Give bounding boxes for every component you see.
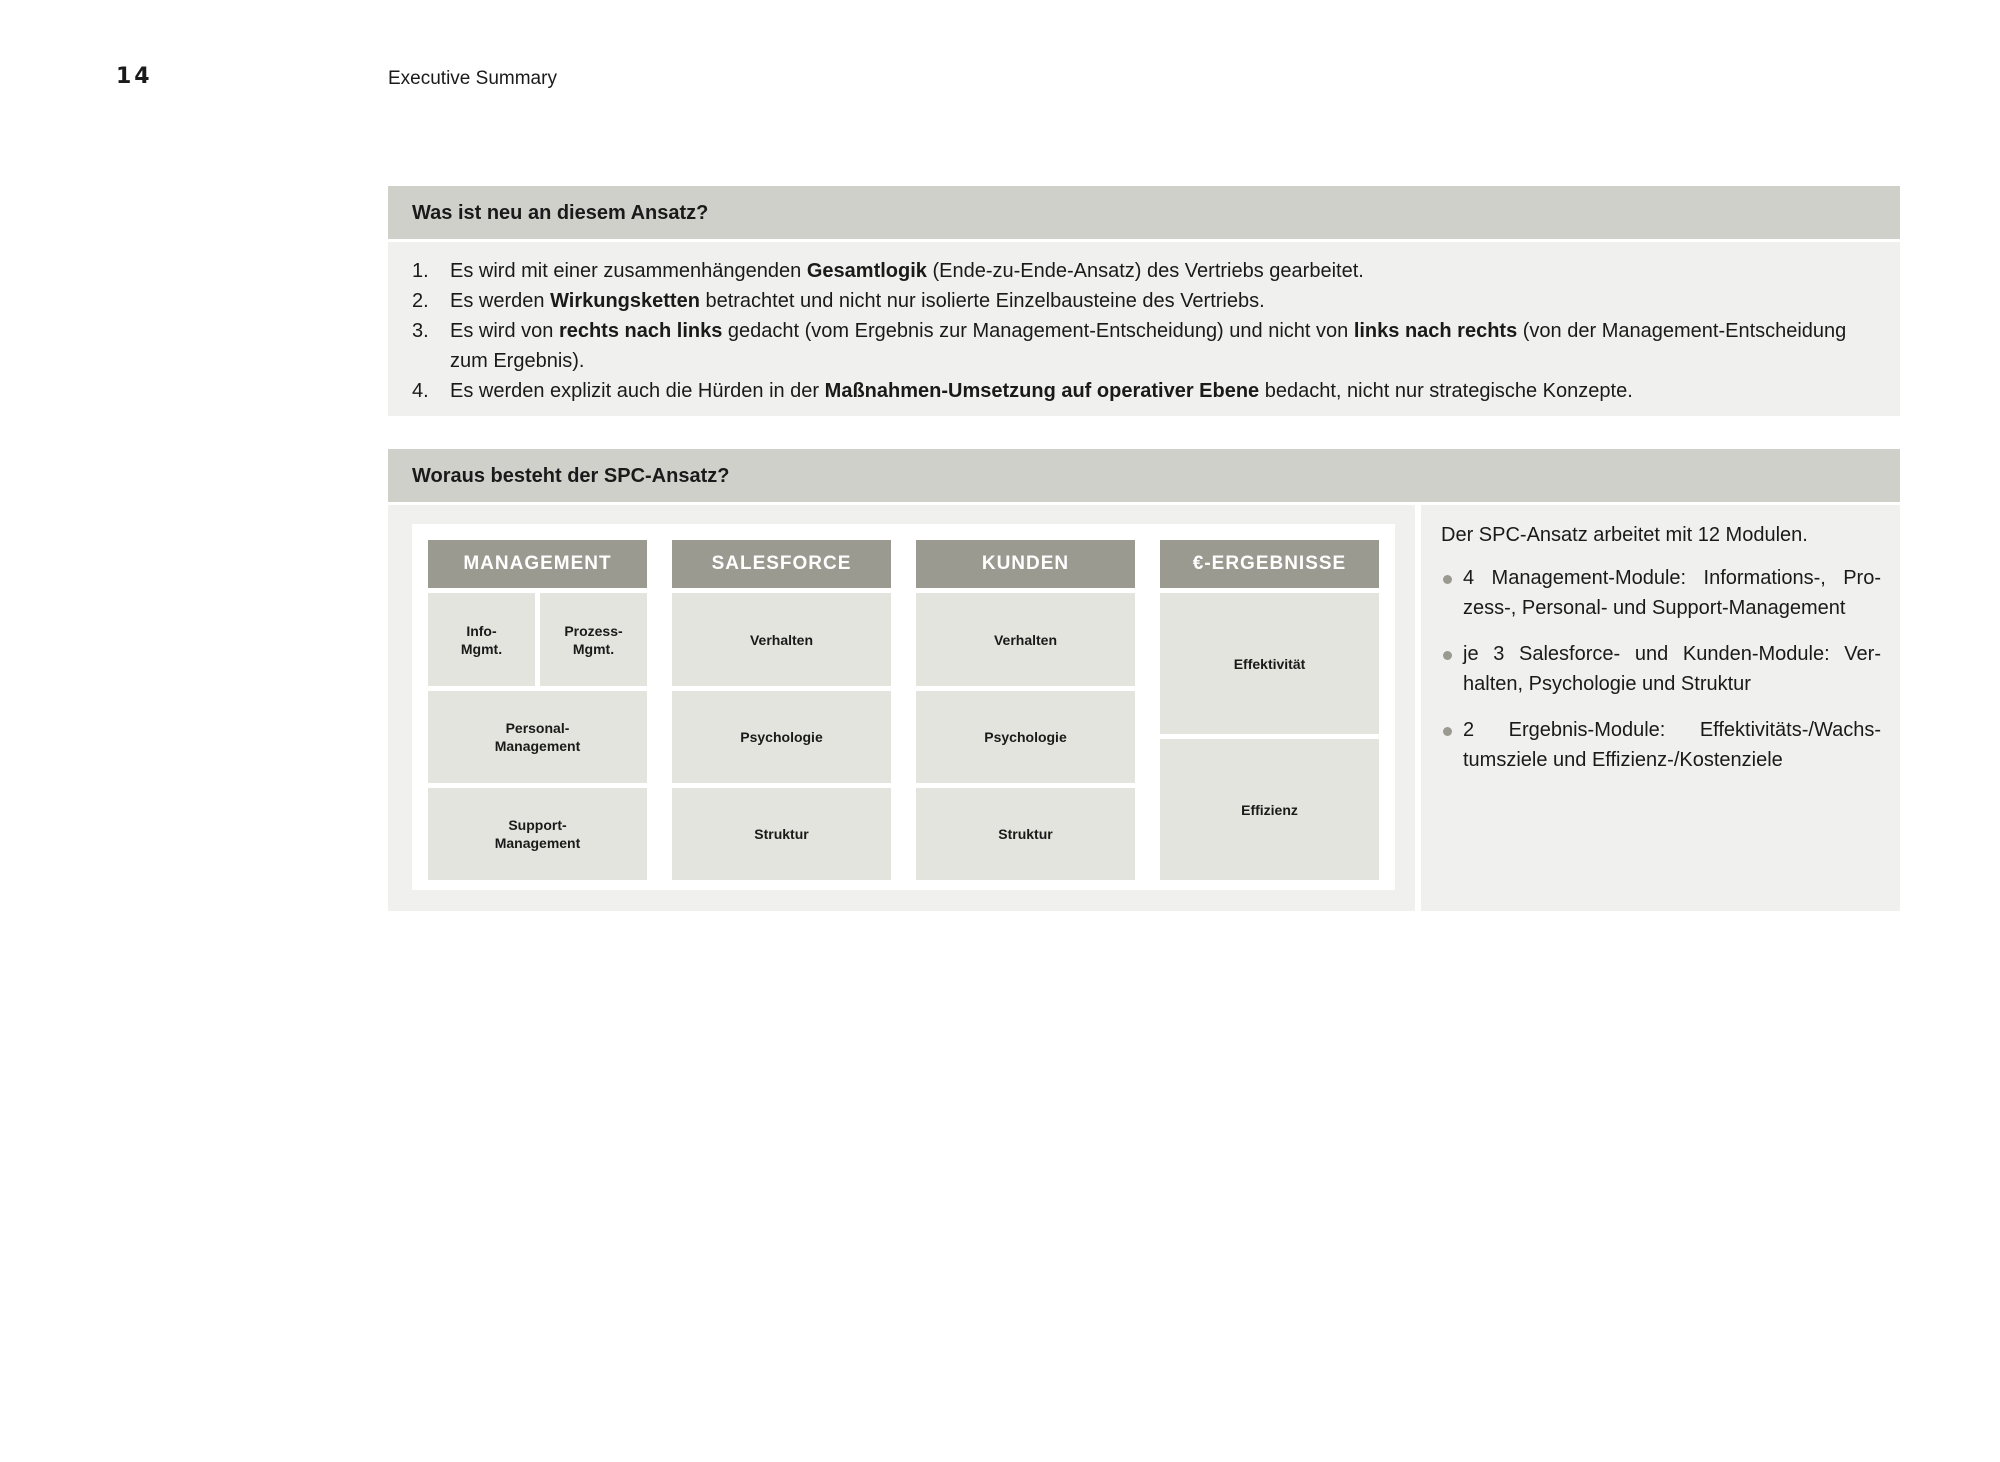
spc-module-diagram [412,524,1395,890]
module-bullet-list [1441,563,1881,791]
list-item: 2. Es werden Wirkungsketten betrachtet und nicht nur isolierte Einzelbausteine des Vertriebs. [412,290,1265,312]
page-number: 14 [116,64,153,89]
running-head: Executive Summary [388,68,557,89]
list-item: 2 Ergebnis-Module: Effektivitäts-/Wachstumsziele und Effizienz-/Kostenziele [1441,715,1881,775]
section2-title: Woraus besteht der SPC-Ansatz? [412,465,730,487]
bullet-dot-icon [1443,575,1452,584]
management-header: MANAGEMENT [428,540,647,588]
list-item: 1. Es wird mit einer zusammenhängenden Gesamtlogik (Ende-zu-Ende-Ansatz) des Vertriebs gearbeitet. [412,260,1364,282]
module-salesforce-struktur: Struktur [672,788,891,880]
list-item: 4 Management-Module: Informations-, Prozess-, Personal- und Support-Management [1441,563,1881,623]
module-kunden-struktur: Struktur [916,788,1135,880]
kunden-header: KUNDEN [916,540,1135,588]
spc-intro-text: Der SPC-Ansatz arbeitet mit 12 Modulen. [1441,524,1808,546]
module-salesforce-verhalten: Verhalten [672,593,891,686]
salesforce-header: SALESFORCE [672,540,891,588]
module-info-mgmt: Info- Mgmt. [428,593,535,686]
list-item: je 3 Salesforce- und Kunden-Module: Verhalten, Psychologie und Struktur [1441,639,1881,699]
list-item: 4. Es werden explizit auch die Hürden in der Maßnahmen-Umsetzung auf operativer Ebene bedacht, nicht nur strategische Konzepte. [412,380,1633,402]
module-support-management: Support- Management [428,788,647,880]
ergebnisse-header: €-ERGEBNISSE [1160,540,1379,588]
section2-header [388,449,1900,502]
section1-title: Was ist neu an diesem Ansatz? [412,202,709,224]
bullet-dot-icon [1443,651,1452,660]
innovation-list [412,256,1876,406]
section1-header [388,186,1900,239]
bullet-dot-icon [1443,727,1452,736]
spc-diagram-panel [388,505,1415,911]
module-prozess-mgmt: Prozess- Mgmt. [540,593,647,686]
module-effektivitaet: Effektivität [1160,593,1379,734]
module-effizienz: Effizienz [1160,739,1379,880]
module-kunden-verhalten: Verhalten [916,593,1135,686]
list-item: 3. Es wird von rechts nach links gedacht (vom Ergebnis zur Management-Entscheidung) und nicht von links nach rechts (von der Management-Entscheidung zum Ergebnis). [412,320,1847,372]
section1-body [388,242,1900,416]
module-salesforce-psychologie: Psychologie [672,691,891,783]
spc-description-panel [1421,505,1900,911]
module-kunden-psychologie: Psychologie [916,691,1135,783]
module-personal-management: Personal- Management [428,691,647,783]
